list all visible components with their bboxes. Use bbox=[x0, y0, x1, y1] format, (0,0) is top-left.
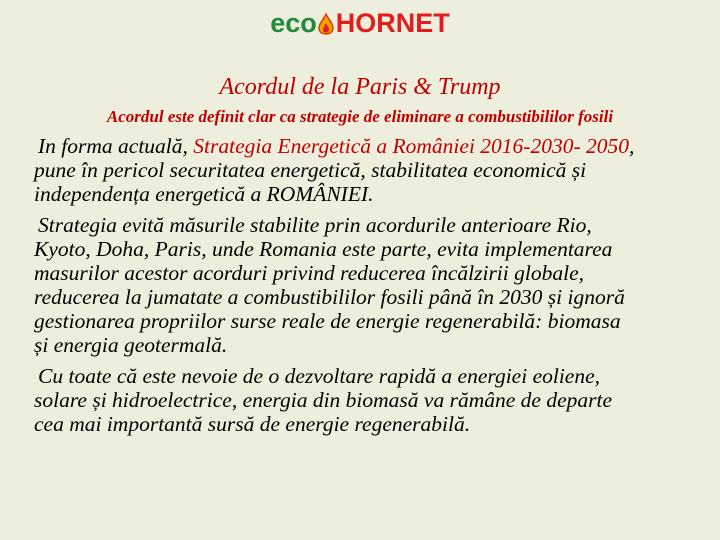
body-text bbox=[34, 134, 718, 443]
paragraph-1-line-3: independența energetică a ROMÂNIEI. bbox=[34, 182, 374, 206]
strategy-highlight-text: Strategia Energetică a României 2016-2030- 2050 bbox=[193, 134, 629, 158]
paragraph-2-line: reducerea la jumatate a combustibililor fosili până în 2030 și ignoră bbox=[34, 285, 625, 309]
paragraph-2-line: masurilor acestor acorduri privind reducerea încălzirii globale, bbox=[34, 261, 584, 285]
paragraph-3-line: cea mai importantă sursă de energie regenerabilă. bbox=[34, 412, 471, 436]
logo-eco-text: eco bbox=[270, 8, 317, 38]
flame-drop-icon bbox=[318, 9, 334, 31]
paragraph-3 bbox=[34, 364, 718, 436]
page-subtitle: Acordul este definit clar ca strategie de eliminare a combustibililor fosili bbox=[106, 107, 614, 126]
paragraph-1-line-2: pune în pericol securitatea energetică, stabilitatea economică și bbox=[34, 158, 587, 182]
paragraph-2-line: Kyoto, Doha, Paris, unde Romania este parte, evita implementarea bbox=[34, 237, 613, 261]
paragraph-2-line: și energia geotermală. bbox=[34, 333, 228, 357]
ecohornet-logo bbox=[0, 6, 720, 40]
paragraph-1-line-1 bbox=[34, 134, 718, 158]
paragraph-2-line: gestionarea propriilor surse reale de energie regenerabilă: biomasa bbox=[34, 309, 621, 333]
paragraph-2 bbox=[34, 213, 718, 357]
paragraph-1-comma: , bbox=[628, 134, 635, 158]
paragraph-3-line: solare și hidroelectrice, energia din biomasă va rămâne de departe bbox=[34, 388, 613, 412]
paragraph-3-line: Cu toate că este nevoie de o dezvoltare rapidă a energiei eoliene, bbox=[38, 364, 601, 388]
paragraph-1-lead-text: In forma actuală, bbox=[38, 134, 194, 158]
page-title: Acordul de la Paris & Trump bbox=[219, 74, 501, 100]
logo-hornet-text: HORNET bbox=[335, 8, 450, 38]
paragraph-1 bbox=[34, 134, 718, 206]
paragraph-2-line: Strategia evită măsurile stabilite prin acordurile anterioare Rio, bbox=[38, 213, 592, 237]
